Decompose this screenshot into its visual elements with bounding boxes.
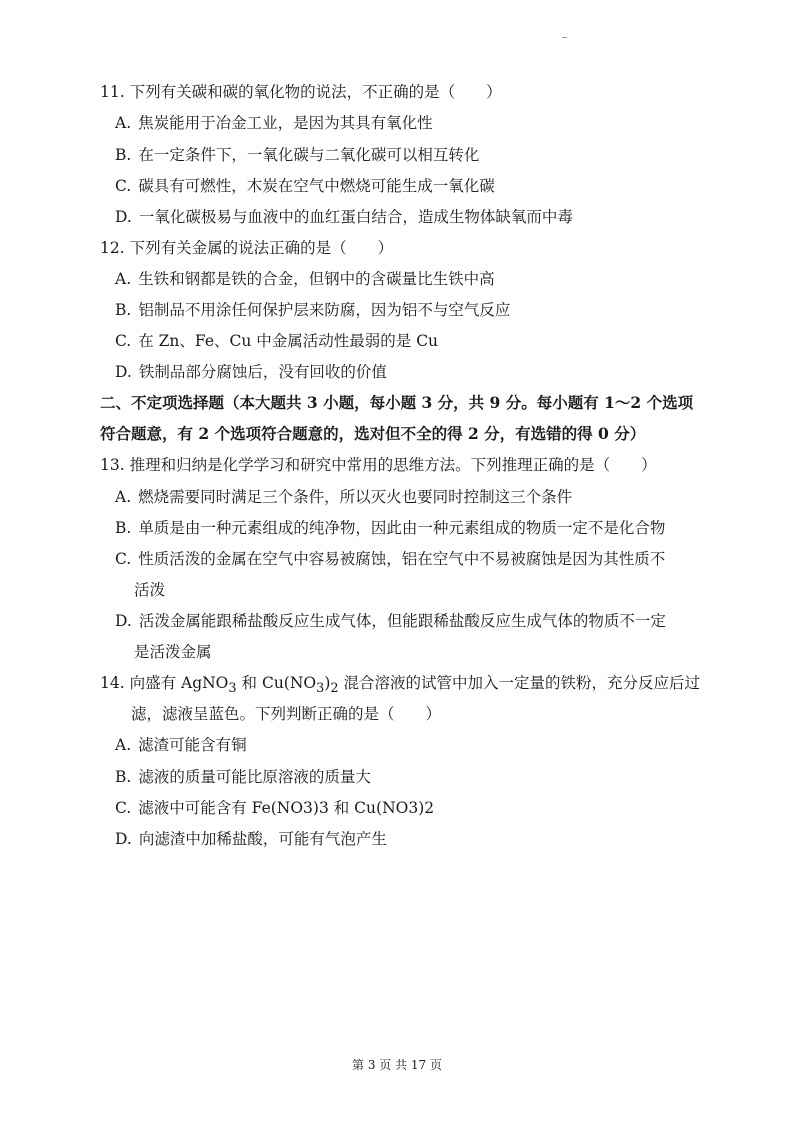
option-letter: D. <box>115 612 132 630</box>
stem-prefix: 14. 向盛有 AgNO <box>100 674 229 692</box>
question-13-option-d <box>115 611 666 631</box>
question-14-stem-continued: 滤，滤液呈蓝色。下列判断正确的是（ ） <box>131 705 442 723</box>
option-text: 铝制品不用涂任何保护层来防腐，因为铝不与空气反应 <box>138 301 511 319</box>
question-14-option-a <box>115 735 247 755</box>
question-14-option-d <box>115 829 387 849</box>
question-13-option-c-continued: 活泼 <box>134 581 166 599</box>
question-14-option-c <box>115 798 434 818</box>
option-text: 一氧化碳极易与血液中的血红蛋白结合，造成生物体缺氧而中毒 <box>138 208 573 226</box>
stem-mid: 和 Cu(NO <box>236 674 317 692</box>
option-text: 在一定条件下，一氧化碳与二氧化碳可以相互转化 <box>138 146 480 164</box>
option-letter: D. <box>115 363 132 381</box>
question-12-option-b <box>115 300 510 320</box>
option-text: 碳具有可燃性，木炭在空气中燃烧可能生成一氧化碳 <box>138 177 495 195</box>
option-text: 滤渣可能含有铜 <box>138 736 247 754</box>
option-letter: A. <box>115 114 132 132</box>
question-13-option-b <box>115 518 665 538</box>
option-text: 铁制品部分腐蚀后，没有回收的价值 <box>138 363 387 381</box>
option-text: 单质是由一种元素组成的纯净物，因此由一种元素组成的物质一定不是化合物 <box>138 519 666 537</box>
subscript: 3 <box>228 681 237 697</box>
subscript: 2 <box>330 681 339 697</box>
option-text: 向滤渣中加稀盐酸，可能有气泡产生 <box>138 830 387 848</box>
option-letter: A. <box>115 736 132 754</box>
question-13-option-a <box>115 487 572 507</box>
option-letter: B. <box>115 301 132 319</box>
question-13-option-c <box>115 549 665 569</box>
option-letter: C. <box>115 177 132 195</box>
question-12-option-d <box>115 362 387 382</box>
question-13-option-d-continued: 是活泼金属 <box>134 643 212 661</box>
section-2-heading-line-2: 符合题意，有 2 个选项符合题意的，选对但不全的得 2 分，有选错的得 0 分） <box>100 424 646 443</box>
question-14-option-b <box>115 767 371 787</box>
subscript: 3 <box>316 681 325 697</box>
option-letter: B. <box>115 768 132 786</box>
corner-mark <box>562 37 567 38</box>
option-text: 燃烧需要同时满足三个条件，所以灭火也要同时控制这三个条件 <box>138 488 573 506</box>
option-text: 性质活泼的金属在空气中容易被腐蚀，铝在空气中不易被腐蚀是因为其性质不 <box>138 550 666 568</box>
option-letter: A. <box>115 488 132 506</box>
option-letter: A. <box>115 270 132 288</box>
question-14-stem <box>100 673 700 699</box>
option-text: 滤液中可能含有 Fe(NO3)3 和 Cu(NO3)2 <box>138 799 435 817</box>
option-text: 在 Zn、Fe、Cu 中金属活动性最弱的是 Cu <box>138 332 439 350</box>
stem-paren: ) <box>324 674 331 692</box>
question-11-option-b <box>115 145 479 165</box>
question-12-option-c <box>115 331 438 351</box>
option-letter: C. <box>115 550 132 568</box>
question-13-stem: 13. 推理和归纳是化学学习和研究中常用的思维方法。下列推理正确的是（ ） <box>100 456 657 474</box>
page-footer: 第 3 页 共 17 页 <box>352 1058 442 1072</box>
section-2-heading-line-1: 二、不定项选择题（本大题共 3 小题，每小题 3 分，共 9 分。每小题有 1～2 个选项 <box>100 393 694 412</box>
question-11-option-d <box>115 207 573 227</box>
stem-suffix: 混合溶液的试管中加入一定量的铁粉，充分反应后过 <box>338 674 701 692</box>
option-letter: B. <box>115 519 132 537</box>
question-11-stem: 11. 下列有关碳和碳的氧化物的说法，不正确的是（ ） <box>100 83 502 101</box>
option-letter: C. <box>115 799 132 817</box>
option-letter: D. <box>115 830 132 848</box>
option-letter: D. <box>115 208 132 226</box>
question-11-option-c <box>115 176 495 196</box>
question-11-option-a <box>115 113 433 133</box>
question-12-option-a <box>115 269 495 289</box>
option-text: 滤液的质量可能比原溶液的质量大 <box>138 768 371 786</box>
option-letter: B. <box>115 146 132 164</box>
question-12-stem: 12. 下列有关金属的说法正确的是（ ） <box>100 239 394 257</box>
option-text: 焦炭能用于冶金工业，是因为其具有氧化性 <box>138 114 433 132</box>
option-letter: C. <box>115 332 132 350</box>
option-text: 活泼金属能跟稀盐酸反应生成气体，但能跟稀盐酸反应生成气体的物质不一定 <box>138 612 666 630</box>
option-text: 生铁和钢都是铁的合金，但钢中的含碳量比生铁中高 <box>138 270 495 288</box>
